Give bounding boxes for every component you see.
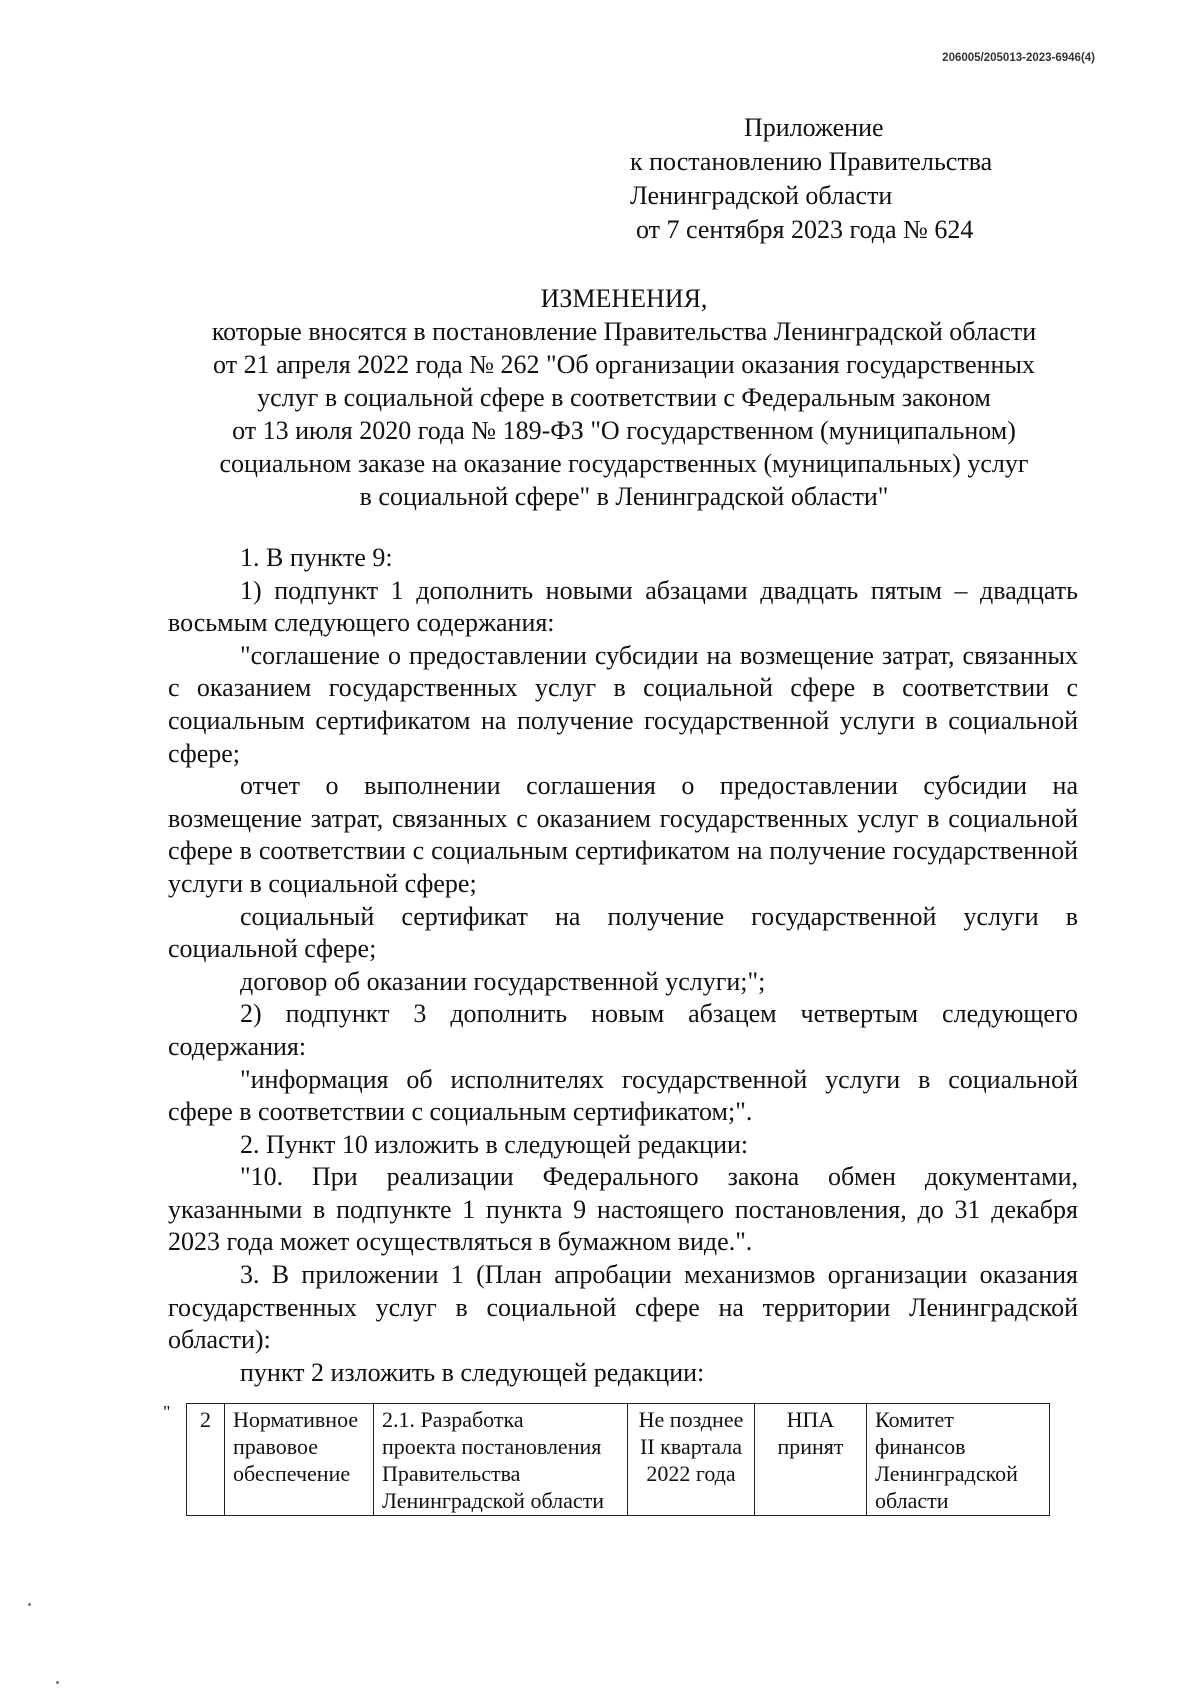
table-opening-quote: " (163, 1402, 171, 1422)
plan-table (186, 1403, 1050, 1516)
cell-line: Комитет (875, 1407, 954, 1432)
title-line: от 13 июля 2020 года № 189-ФЗ "О государственном (муниципальном) (232, 416, 1016, 445)
cell-line: НПА (786, 1407, 835, 1432)
cell-line: Ленинградской области (382, 1488, 604, 1513)
cell-line: правовое (233, 1434, 319, 1459)
paragraph: 3. В приложении 1 (План апробации механизмов организации оказания государственных услуг в социальной сфере на территории Ленинградской области): (168, 1260, 1078, 1355)
paragraph: 2) подпункт 3 дополнить новым абзацем четвертым следующего содержания: (168, 999, 1078, 1061)
cell-line: области (875, 1488, 949, 1513)
responsible-cell (867, 1404, 1050, 1516)
cell-line: 2.1. Разработка (382, 1407, 524, 1432)
cell-line: II квартала (640, 1434, 742, 1459)
paragraph: 2. Пункт 10 изложить в следующей редакции: (240, 1129, 749, 1159)
cell-line: Ленинградской (875, 1461, 1018, 1486)
row-number-cell: 2 (187, 1404, 225, 1516)
paragraph: отчет о выполнении соглашения о предоставлении субсидии на возмещение затрат, связанных с оказанием государственных услуг в социальной сфере в соответствии с социальным сертификатом на получение государственной услуги в социальной сфере; (168, 771, 1078, 898)
cell-line: Правительства (382, 1461, 521, 1486)
cell-line: 2022 года (646, 1461, 736, 1486)
paragraph: пункт 2 изложить в следующей редакции: (240, 1357, 705, 1387)
cell-line: Нормативное (233, 1407, 359, 1432)
appendix-line-1: Приложение (744, 113, 884, 142)
result-cell (755, 1404, 867, 1516)
document-id: 206005/205013-2023-6946(4) (942, 52, 1095, 64)
appendix-line-3: Ленинградской области (630, 181, 893, 210)
table-row (187, 1404, 1050, 1516)
paragraph: "10. При реализации Федерального закона обмен документами, указанными в подпункте 1 пункта 9 настоящего постановления, до 31 декабря 2023 года может осуществляться в бумажном виде.". (168, 1162, 1078, 1257)
cell-line: финансов (875, 1434, 966, 1459)
cell-line: обеспечение (233, 1461, 351, 1486)
cell-line: Не позднее (638, 1407, 744, 1432)
cell-line: проекта постановления (382, 1434, 602, 1459)
title-line: в социальной сфере" в Ленинградской области" (359, 482, 889, 511)
document-title (168, 282, 1080, 513)
paragraph: 1) подпункт 1 дополнить новыми абзацами двадцать пятым – двадцать восьмым следующего содержания: (168, 575, 1078, 638)
appendix-line-2: к постановлению Правительства (630, 147, 993, 176)
paragraph: социальный сертификат на получение государственной услуги в социальной сфере; (168, 901, 1078, 964)
measure-cell (374, 1404, 628, 1516)
paragraph: договор об оказании государственной услуги;"; (240, 966, 766, 996)
scan-speck (28, 1603, 31, 1606)
paragraph: "информация об исполнителях государственной услуги в социальной сфере в соответствии с социальным сертификатом;". (168, 1064, 1078, 1127)
paragraph: 1. В пункте 9: (240, 543, 393, 572)
title-line: услуг в социальной сфере в соответствии с Федеральным законом (257, 383, 991, 412)
paragraph: "соглашение о предоставлении субсидии на возмещение затрат, связанных с оказанием государственных услуг в социальной сфере в соответствии с социальным сертификатом на получение государственной услуги в социальной сфере; (168, 640, 1078, 768)
scan-speck (56, 1681, 59, 1684)
deadline-cell (628, 1404, 755, 1516)
appendix-line-4: от 7 сентября 2023 года № 624 (636, 215, 974, 244)
title-line: которые вносятся в постановление Правительства Ленинградской области (211, 317, 1037, 346)
document-body (168, 542, 1078, 1389)
title-line: социальном заказе на оказание государственных (муниципальных) услуг (219, 449, 1029, 478)
title-heading: ИЗМЕНЕНИЯ, (540, 284, 708, 313)
cell-line: принят (777, 1434, 844, 1459)
title-line: от 21 апреля 2022 года № 262 "Об организации оказания государственных (213, 350, 1035, 379)
direction-cell (225, 1404, 374, 1516)
